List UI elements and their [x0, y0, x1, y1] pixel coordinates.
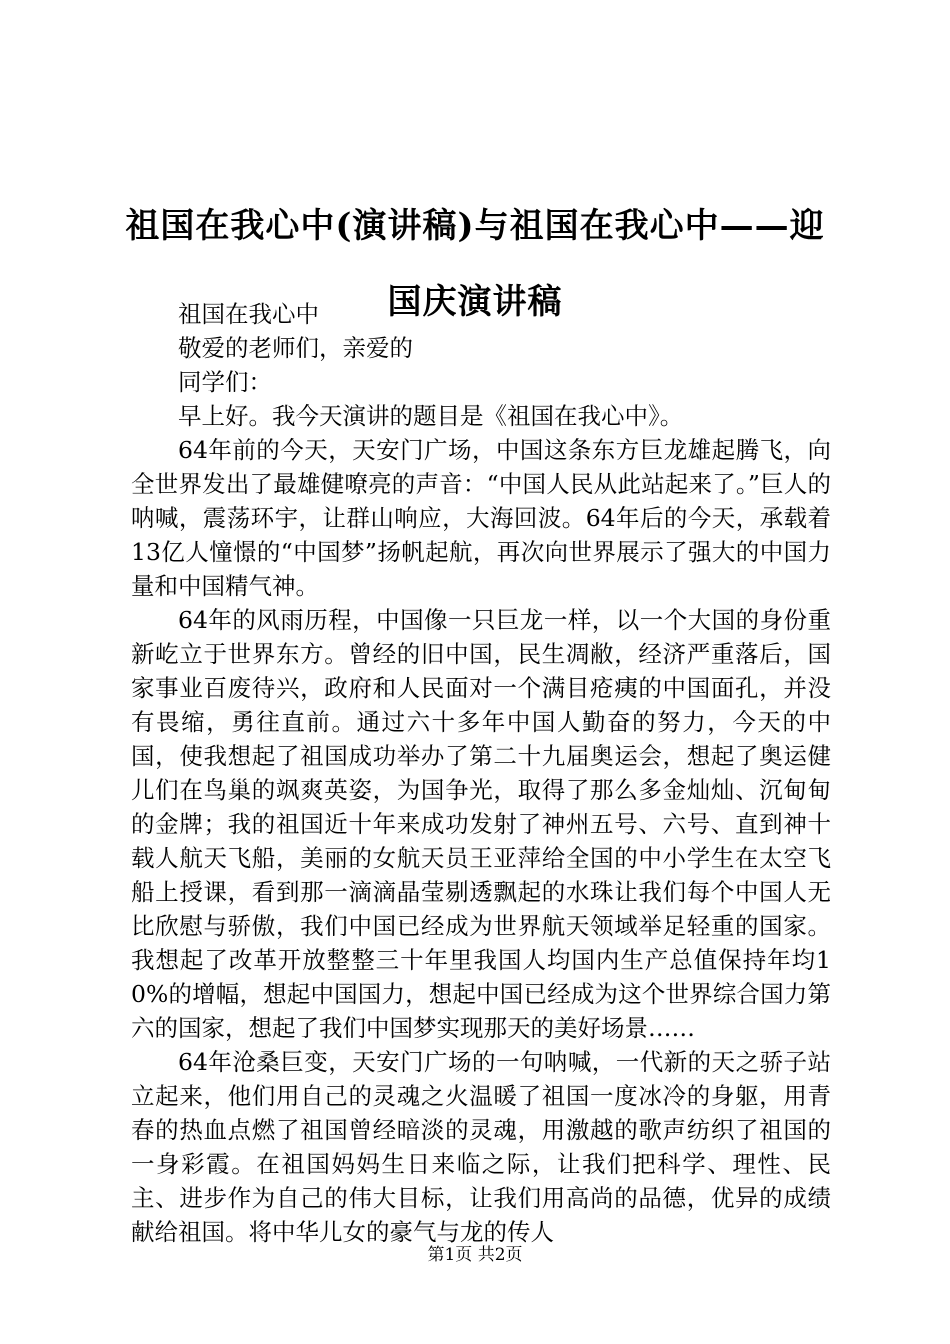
paragraph-salutation: 敬爱的老师们，亲爱的	[178, 334, 413, 362]
paragraph-salutation-cont: 同学们：	[178, 368, 272, 396]
paragraph-greeting: 早上好。我今天演讲的题目是《祖国在我心中》。	[178, 402, 684, 430]
page-footer: 第1页 共2页	[427, 1245, 523, 1265]
paragraph-body-1: 64年前的今天，天安门广场，中国这条东方巨龙雄起腾飞，向全世界发出了最雄健嘹亮的声音：“中国人民从此站起来了。”巨人的呐喊，震荡环宇，让群山响应，大海回波。64年后的今天，承载着13亿人憧憬的“中国梦”扬帆起航，再次向世界展示了强大的中国力量和中国精气神。	[131, 436, 831, 600]
document-body	[131, 297, 831, 1249]
paragraph-heading-repeat: 祖国在我心中	[178, 300, 319, 328]
paragraph-body-2: 64年的风雨历程，中国像一只巨龙一样，以一个大国的身份重新屹立于世界东方。曾经的旧中国，民生凋敝，经济严重落后，国家事业百废待兴，政府和人民面对一个满目疮痍的中国面孔，并没有畏缩，勇往直前。通过六十多年中国人勤奋的努力，今天的中国，使我想起了祖国成功举办了第二十九届奥运会，想起了奥运健儿们在鸟巢的飒爽英姿，为国争光，取得了那么多金灿灿、沉甸甸的金牌；我的祖国近十年来成功发射了神州五号、六号、直到神十载人航天飞船，美丽的女航天员王亚萍给全国的中小学生在太空飞船上授课，看到那一滴滴晶莹剔透飘起的水珠让我们每个中国人无比欣慰与骄傲，我们中国已经成为世界航天领域举足轻重的国家。我想起了改革开放整整三十年里我国人均国内生产总值保持年均10%的增幅，想起中国国力，想起中国已经成为这个世界综合国力第六的国家，想起了我们中国梦实现那天的美好场景……	[131, 606, 831, 1042]
document-title: 祖国在我心中(演讲稿)与祖国在我心中——迎国庆演讲稿	[125, 206, 825, 322]
paragraph-body-3: 64年沧桑巨变，天安门广场的一句呐喊，一代新的天之骄子站立起来，他们用自己的灵魂之火温暖了祖国一度冰冷的身躯，用青春的热血点燃了祖国曾经暗淡的灵魂，用激越的歌声纺织了祖国的一身彩霞。在祖国妈妈生日来临之际，让我们把科学、理性、民主、进步作为自己的伟大目标，让我们用高尚的品德，优异的成绩献给祖国。将中华儿女的豪气与龙的传人	[131, 1048, 831, 1246]
